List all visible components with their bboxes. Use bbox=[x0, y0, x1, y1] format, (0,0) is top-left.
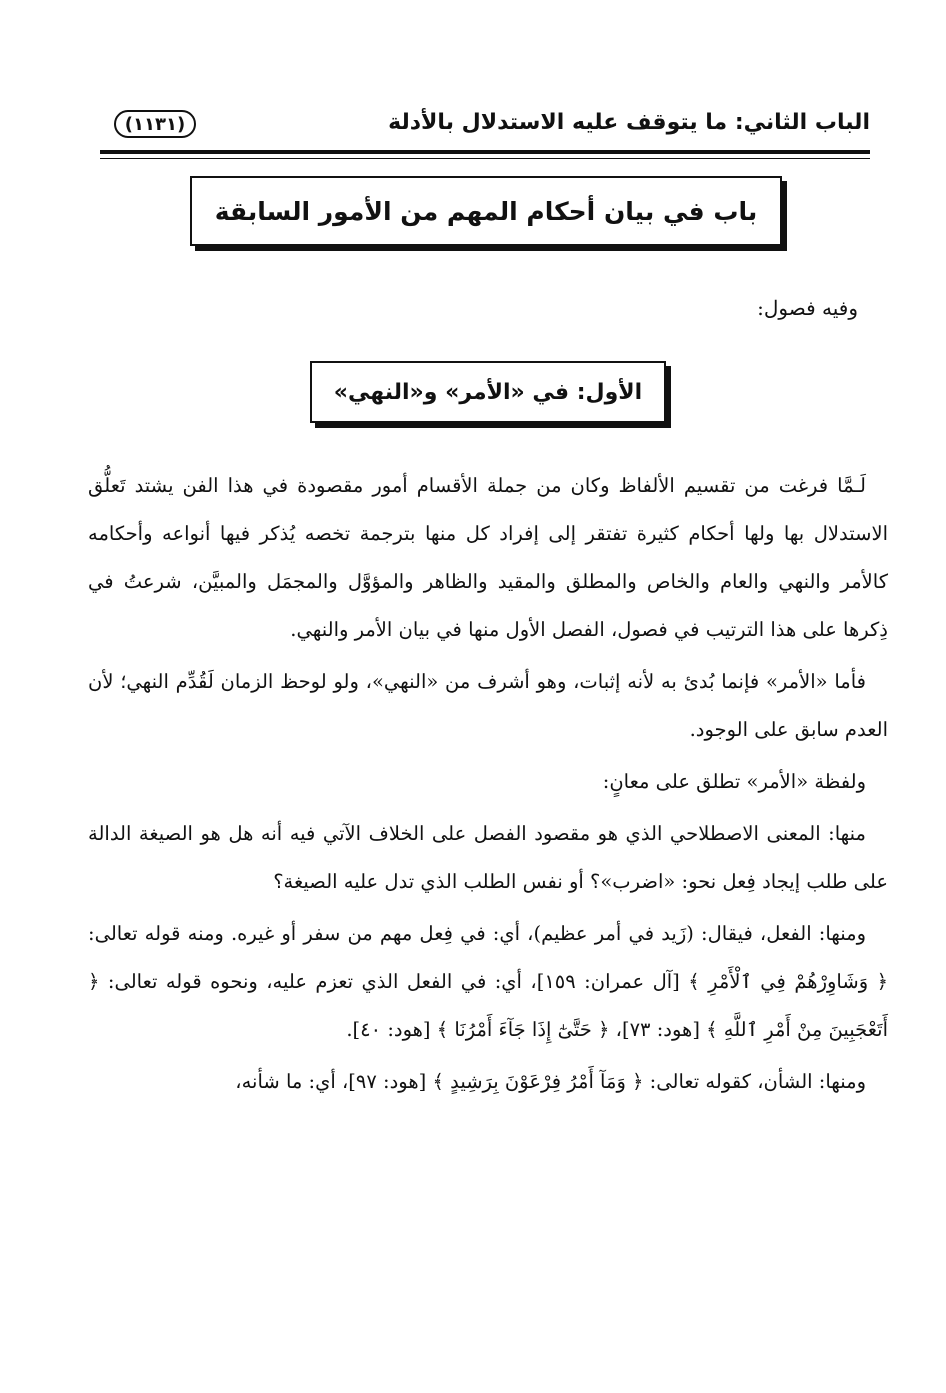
running-header bbox=[100, 104, 870, 148]
header-rule-thin bbox=[100, 158, 870, 159]
paragraph: منها: المعنى الاصطلاحي الذي هو مقصود الفصل على الخلاف الآتي فيه أنه هل هو الصيغة الدالة على طلب إيجاد فِعل نحو: «اضرب»؟ أو نفس الطلب الذي تدل عليه الصيغة؟ bbox=[88, 822, 888, 893]
running-title: الباب الثاني: ما يتوقف عليه الاستدلال بالأدلة bbox=[388, 110, 870, 135]
paragraph: ومنها: الشأن، كقوله تعالى: ﴿ وَمَآ أَمْرُ فِرْعَوْنَ بِرَشِيدٍ ﴾ [هود: ٩٧]، أي: ما شأنه، bbox=[235, 1070, 866, 1093]
header-rule-thick bbox=[100, 150, 870, 154]
section-title: الأول: في «الأمر» و«النهي» bbox=[310, 361, 666, 423]
paragraph: لَـمَّا فرغت من تقسيم الألفاظ وكان من جملة الأقسام أمور مقصودة في هذا الفن يشتد تَعلُّق الاستدلال بها ولها أحكام كثيرة تفتقر إلى إفراد كل منها بترجمة تخصه يُذكر فيها أنواعه وأحكامه كالأمر والنهي والعام والخاص والمطلق والمقيد والظاهر والمؤوَّل والمجمَل والمبيَّن، شرعتُ في ذِكرها على هذا الترتيب في فصول، الفصل الأول منها في بيان الأمر والنهي. bbox=[88, 474, 888, 641]
intro-line: وفيه فصول: bbox=[757, 296, 858, 320]
paragraph: ومنها: الفعل، فيقال: (زَيد في أمر عظيم)، أي: في فِعل مهم من سفر أو غيره. ومنه قوله تعالى: ﴿ وَشَاوِرْهُمْ فِي ٱلْأَمْرِ ﴾ [آل عمران: ١٥٩]، أي: في الفعل الذي تعزم عليه، ونحوه قوله تعالى: ﴿ أَتَعْجَبِينَ مِنْ أَمْرِ ٱللَّهِ ﴾ [هود: ٧٣]، ﴿ حَتَّىٰٓ إِذَا جَآءَ أَمْرُنَا ﴾ [هود: ٤٠]. bbox=[88, 922, 888, 1041]
paragraph: ولفظة «الأمر» تطلق على معانٍ: bbox=[602, 770, 866, 793]
body-text bbox=[88, 462, 888, 1106]
chapter-title: باب في بيان أحكام المهم من الأمور السابقة bbox=[190, 176, 782, 246]
paragraph: فأما «الأمر» فإنما بُدئ به لأنه إثبات، وهو أشرف من «النهي»، ولو لوحظ الزمان لَقُدِّم النهي؛ لأن العدم سابق على الوجود. bbox=[88, 670, 888, 741]
page-number: (١١٣١) bbox=[114, 110, 196, 138]
